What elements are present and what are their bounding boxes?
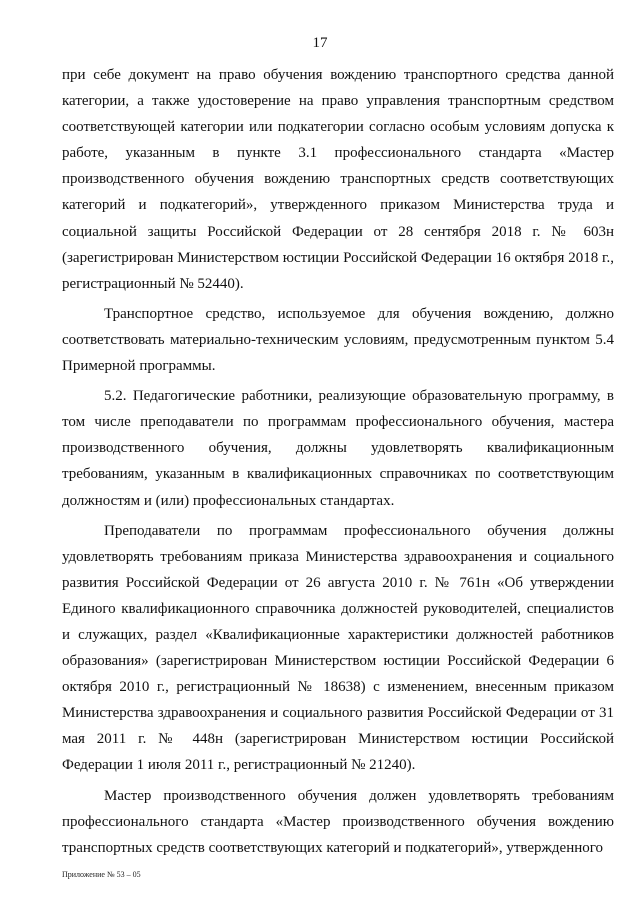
paragraph-vehicle: Транспортное средство, используемое для обучения вождению, должно соответствовать материально-техническим условиям, предусмотренным пунктом 5.4 Примерной программы. xyxy=(62,305,614,375)
page-number: 17 xyxy=(312,35,328,51)
paragraph-teachers: Преподаватели по программам профессионального обучения должны удовлетворять требованиям приказа Министерства здравоохранения и социального развития Российской Федерации от 26 августа 2010 г. № 761н «Об утверждении Единого квалификационного справочника должностей руководителей, специалистов и служащих, раздел «Квалификационные характеристики должностей работников образования» (зарегистрирован Министерством юстиции Российской Федерации 6 октября 2010 г., регистрационный № 18638) с изменением, внесенным приказом Министерства здравоохранения и социального развития Российской Федерации от 31 мая 2011 г. № 448н (зарегистрирован Министерством юстиции Российской Федерации 1 июля 2011 г., регистрационный № 21240). xyxy=(62,522,614,774)
paragraph-5-2: 5.2. Педагогические работники, реализующие образовательную программу, в том числе преподаватели по программам профессионального обучения, мастера производственного обучения, должны удовлетворять квалификационным требованиям, указанным в квалификационных справочниках по соответствующим должностям и (или) профессиональных стандартах. xyxy=(62,388,614,509)
footer-annex-label: Приложение № 53 – 05 xyxy=(62,870,141,879)
document-body xyxy=(62,62,614,861)
paragraph-master: Мастер производственного обучения должен удовлетворять требованиям профессионального стандарта «Мастер производственного обучения вождению транспортных средств соответствующих категорий и подкатегорий», утвержденного xyxy=(62,787,614,856)
paragraph-continuation: при себе документ на право обучения вождению транспортного средства данной категории, а также удостоверение на право управления транспортным средством соответствующей категории или подкатегории согласно особым условиям допуска к работе, указанным в пункте 3.1 профессионального стандарта «Мастер производственного обучения вождению транспортных средств соответствующих категорий и подкатегорий», утвержденного приказом Министерства труда и социальной защиты Российской Федерации от 28 сентября 2018 г. № 603н (зарегистрирован Министерством юстиции Российской Федерации 16 октября 2018 г., регистрационный № 52440). xyxy=(62,67,614,292)
